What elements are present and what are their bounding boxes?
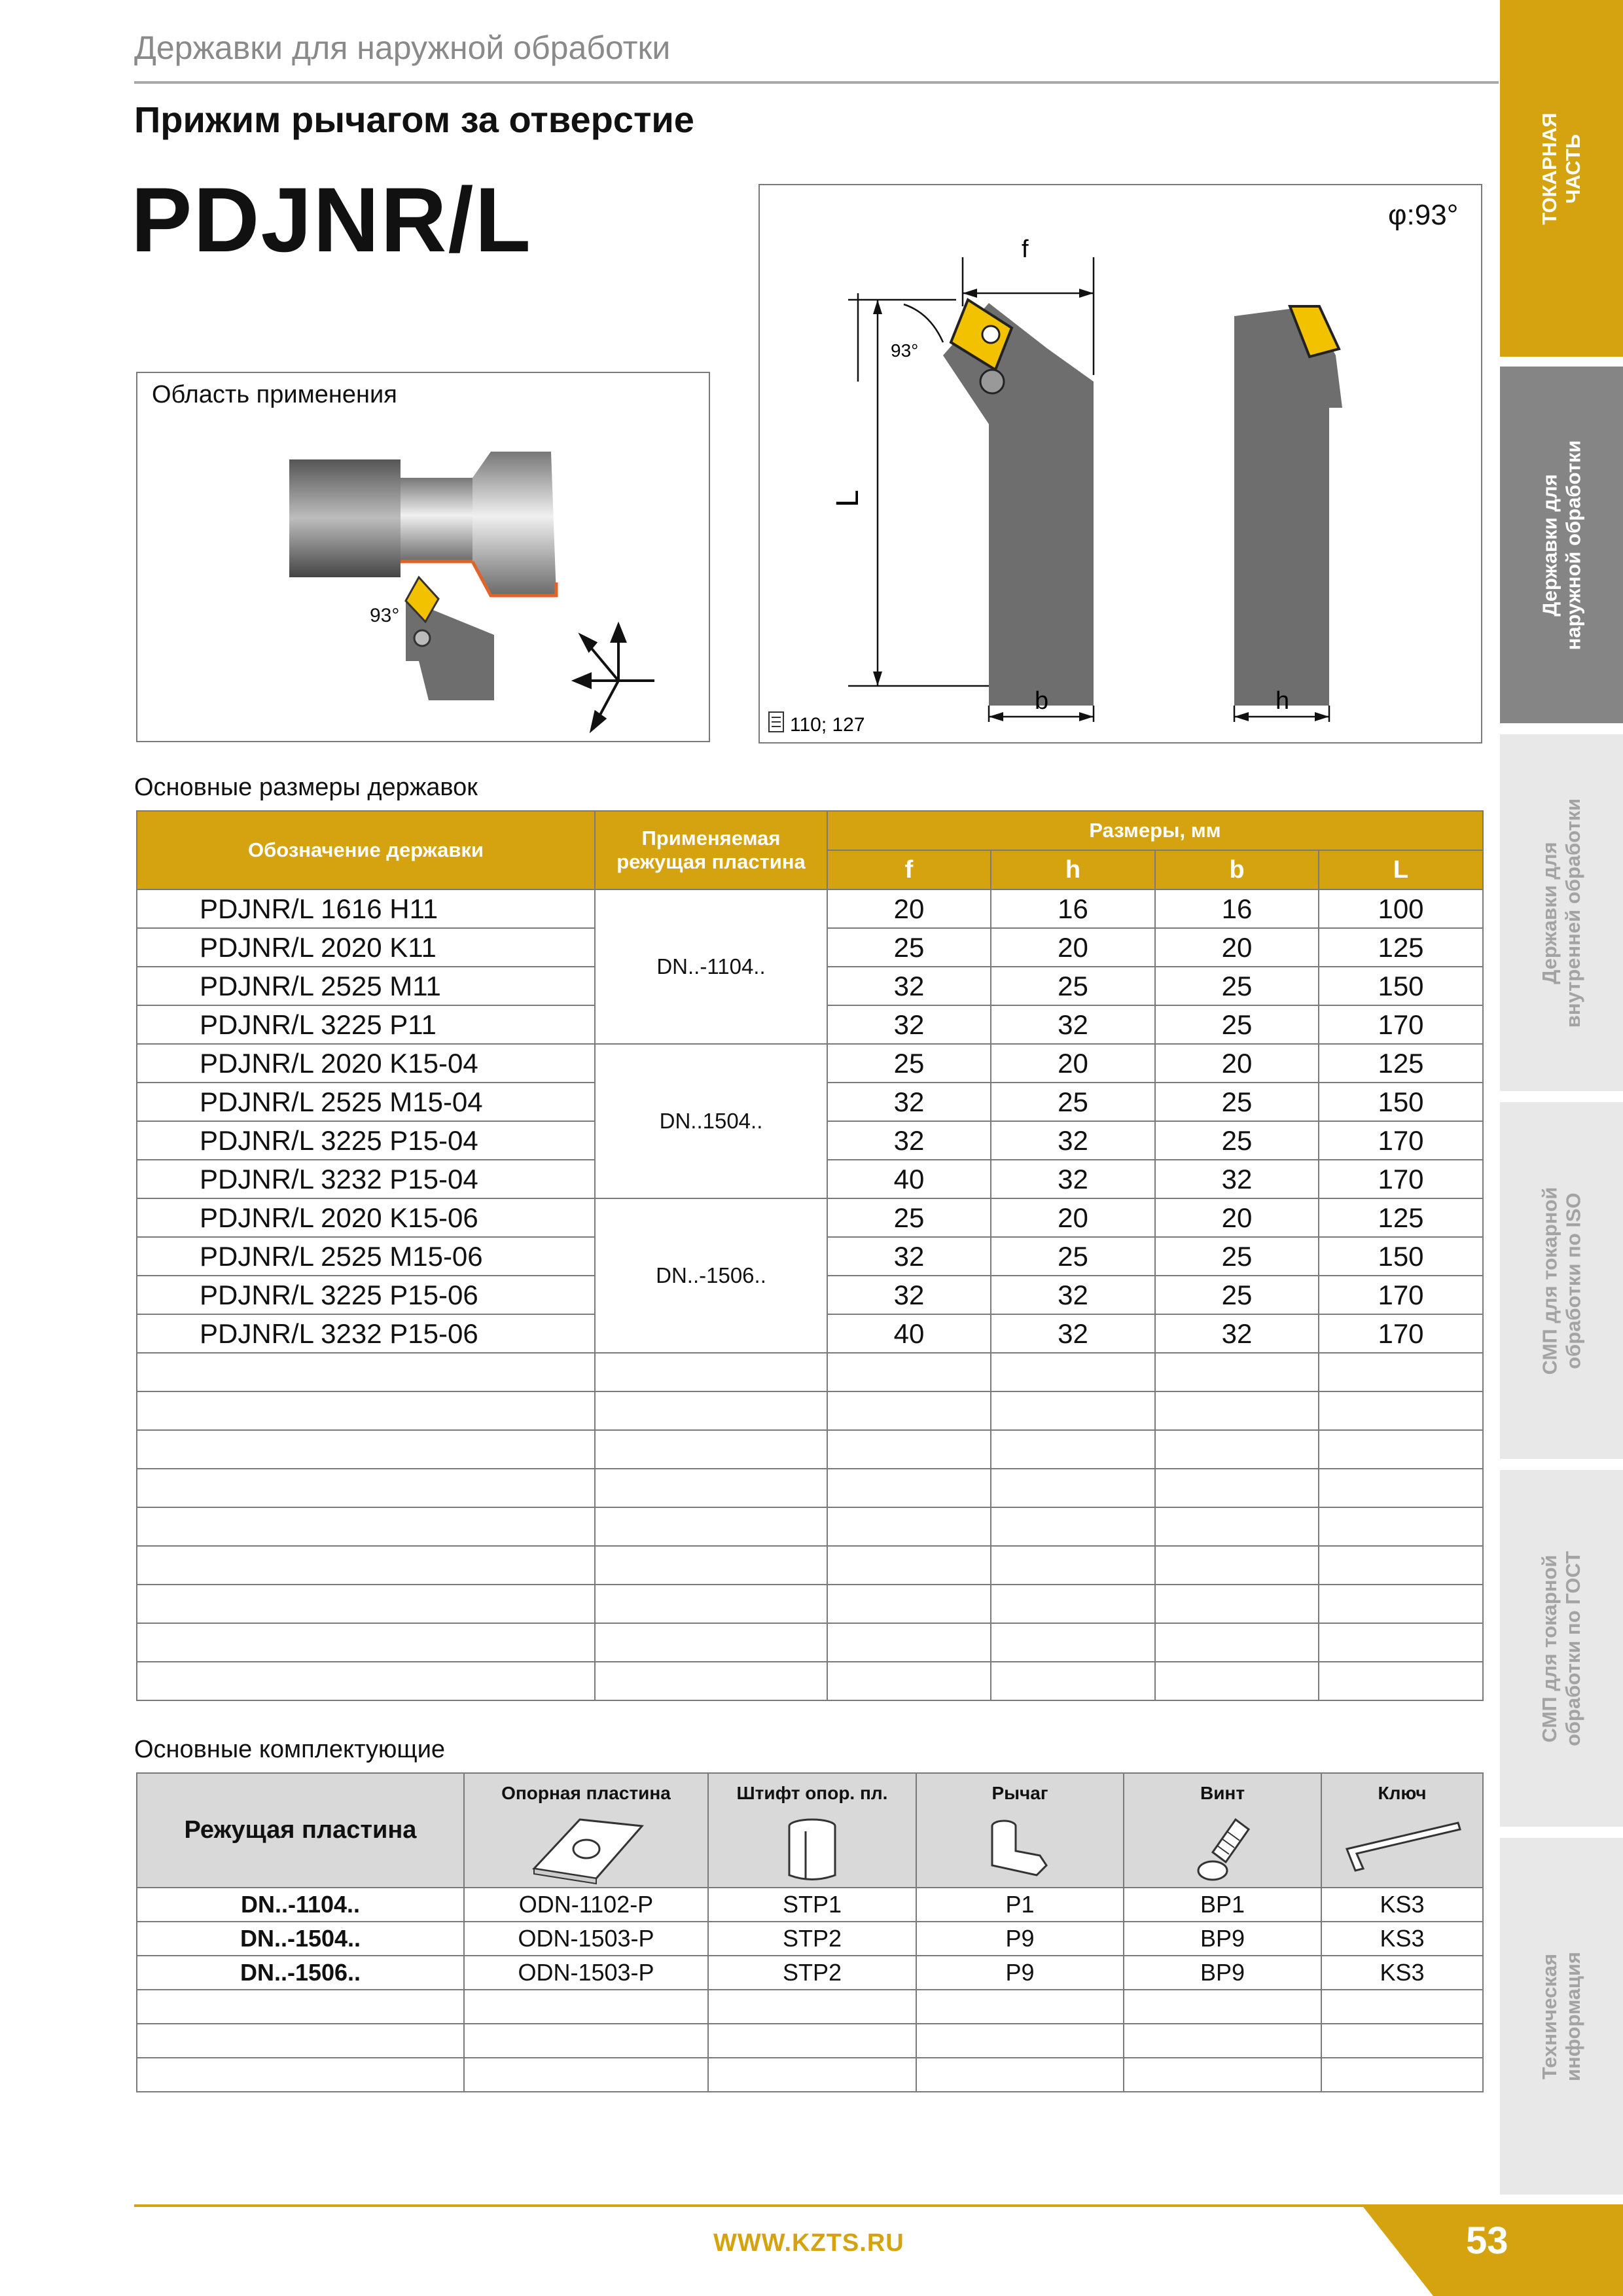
cell-h: 25 [991,1083,1155,1121]
cell-f: 32 [827,1005,991,1044]
application-area-title: Область применения [152,381,397,408]
col-insert-header [595,811,827,889]
tab-label: Техническая [1538,1953,1561,2079]
page-subtitle: Прижим рычагом за отверстие [134,99,694,140]
pin-cell: STP1 [708,1888,916,1922]
cell-L: 125 [1319,928,1483,967]
table-row [137,1922,1483,1956]
empty-row [137,1662,1483,1700]
page-reference: 110; 127 [790,714,865,736]
holder-designation: PDJNR/L 2525 M15-04 [137,1083,595,1121]
holder-designation: PDJNR/L 3225 P15-04 [137,1121,595,1160]
cell-b: 25 [1155,1083,1319,1121]
empty-row [137,2058,1483,2092]
col-header-label: Винт [1200,1783,1245,1803]
table-row [137,1044,1483,1083]
parts-table [136,1772,1484,2092]
pin-icon [773,1813,851,1885]
empty-row [137,1391,1483,1430]
cell-h: 32 [991,1314,1155,1353]
cutting-insert-cell: DN..-1504.. [137,1922,464,1956]
screw-cell: BP9 [1124,1956,1321,1990]
tool-drawing [760,185,1481,742]
cutting-insert-cell: DN..-1104.. [137,1888,464,1922]
sizes-table [136,810,1484,1701]
cell-h: 20 [991,928,1155,967]
tab-label: Державки для [1538,841,1561,984]
cell-f: 32 [827,1121,991,1160]
cell-h: 25 [991,1237,1155,1276]
page-number: 53 [1466,2219,1508,2262]
col-cutting-insert-header: Режущая пластина [137,1773,464,1888]
col-header-label: Ключ [1378,1783,1427,1803]
cell-b: 20 [1155,1198,1319,1237]
application-area-box [136,372,710,742]
cell-f: 40 [827,1314,991,1353]
cell-b: 25 [1155,1005,1319,1044]
dimension-h-label: h [1275,687,1290,715]
col-insert-header-line: Применяемая [641,827,781,850]
cell-f: 32 [827,1237,991,1276]
application-illustration [137,373,709,741]
tool-drawing-box [758,184,1482,744]
cell-L: 170 [1319,1314,1483,1353]
holder-designation: PDJNR/L 2525 M15-06 [137,1237,595,1276]
col-designation-header: Обозначение державки [137,811,595,889]
cell-b: 32 [1155,1314,1319,1353]
col-sizes-header: Размеры, мм [827,811,1483,850]
cell-L: 125 [1319,1198,1483,1237]
screw-cell: BP1 [1124,1888,1321,1922]
cell-b: 25 [1155,1276,1319,1314]
col-pin-header [708,1773,916,1888]
key-cell: KS3 [1321,1956,1483,1990]
cell-L: 170 [1319,1160,1483,1198]
cell-b: 25 [1155,1237,1319,1276]
col-lever-header [916,1773,1124,1888]
tab-gost-inserts[interactable] [1500,1470,1623,1827]
tab-label: информация [1561,1951,1584,2081]
drawing-angle-label: 93° [891,340,919,361]
col-header-label: Рычаг [991,1783,1048,1803]
tab-label: Державки для [1538,473,1561,617]
cell-f: 20 [827,889,991,928]
dimension-L-label: L [830,490,865,507]
tab-label: ЧАСТЬ [1561,134,1584,204]
cell-h: 32 [991,1276,1155,1314]
document-icon [769,712,783,732]
support-plate-icon [521,1813,652,1885]
col-header-label: Штифт опор. пл. [736,1783,888,1803]
empty-row [137,1990,1483,2024]
holder-designation: PDJNR/L 2020 K15-04 [137,1044,595,1083]
col-header-label: Опорная пластина [501,1783,671,1803]
cell-h: 32 [991,1121,1155,1160]
empty-row [137,1507,1483,1546]
cell-L: 150 [1319,967,1483,1005]
cell-f: 25 [827,1198,991,1237]
cell-h: 20 [991,1198,1155,1237]
tab-label: наружной обработки [1561,440,1584,650]
dimension-b-label: b [1035,687,1049,715]
tab-label: внутренней обработки [1561,798,1585,1028]
col-L-header: L [1319,850,1483,889]
support-plate-cell: ODN-1102-P [464,1888,708,1922]
cell-f: 25 [827,1044,991,1083]
col-b-header: b [1155,850,1319,889]
holder-designation: PDJNR/L 2020 K15-06 [137,1198,595,1237]
key-cell: KS3 [1321,1888,1483,1922]
empty-row [137,1469,1483,1507]
cell-L: 170 [1319,1121,1483,1160]
tab-internal-holders[interactable] [1500,734,1623,1091]
cell-b: 20 [1155,1044,1319,1083]
approach-angle-label: φ:93° [1388,199,1459,231]
pin-cell: STP2 [708,1956,916,1990]
insert-type: DN..-1506.. [595,1198,827,1353]
empty-row [137,1585,1483,1623]
tab-iso-inserts[interactable] [1500,1102,1623,1459]
cell-f: 40 [827,1160,991,1198]
empty-row [137,1546,1483,1585]
cell-h: 16 [991,889,1155,928]
cell-L: 100 [1319,889,1483,928]
cell-b: 25 [1155,967,1319,1005]
holder-designation: PDJNR/L 3232 P15-04 [137,1160,595,1198]
cell-h: 32 [991,1005,1155,1044]
insert-type: DN..-1104.. [595,889,827,1044]
key-cell: KS3 [1321,1922,1483,1956]
holder-designation: PDJNR/L 3232 P15-06 [137,1314,595,1353]
empty-row [137,2024,1483,2058]
tab-turning[interactable] [1500,0,1623,357]
lever-icon [974,1813,1066,1885]
holder-designation: PDJNR/L 3225 P11 [137,1005,595,1044]
empty-row [137,1623,1483,1662]
table-row [137,1956,1483,1990]
lever-cell: P9 [916,1956,1124,1990]
cell-h: 32 [991,1160,1155,1198]
col-key-header [1321,1773,1483,1888]
insert-type: DN..1504.. [595,1044,827,1198]
cell-L: 150 [1319,1083,1483,1121]
tab-label: СМП для токарной [1538,1187,1561,1374]
page-title: PDJNR/L [131,168,532,271]
empty-row [137,1430,1483,1469]
footer-url-link[interactable]: WWW.KZTS.RU [713,2229,904,2257]
header-divider [134,81,1499,84]
cell-L: 170 [1319,1005,1483,1044]
holder-designation: PDJNR/L 2020 K11 [137,928,595,967]
cell-f: 32 [827,967,991,1005]
cell-L: 170 [1319,1276,1483,1314]
dimension-f-label: f [1022,236,1029,263]
pin-cell: STP2 [708,1922,916,1956]
empty-row [137,1353,1483,1391]
table-row [137,1198,1483,1237]
cell-h: 25 [991,967,1155,1005]
lever-cell: P1 [916,1888,1124,1922]
cell-b: 32 [1155,1160,1319,1198]
cell-f: 32 [827,1083,991,1121]
holder-designation: PDJNR/L 1616 H11 [137,889,595,928]
sizes-table-caption: Основные размеры державок [134,774,478,801]
cell-f: 32 [827,1276,991,1314]
cell-L: 150 [1319,1237,1483,1276]
tab-label: обработки по ГОСТ [1561,1551,1585,1746]
parts-table-caption: Основные комплектующие [134,1736,446,1763]
table-row [137,1888,1483,1922]
col-h-header: h [991,850,1155,889]
cell-b: 16 [1155,889,1319,928]
support-plate-cell: ODN-1503-P [464,1922,708,1956]
cutting-insert-cell: DN..-1506.. [137,1956,464,1990]
col-support-plate-header [464,1773,708,1888]
holder-designation: PDJNR/L 3225 P15-06 [137,1276,595,1314]
tab-label: СМП для токарной [1538,1554,1561,1742]
cell-L: 125 [1319,1044,1483,1083]
hex-key-icon [1337,1813,1468,1878]
tab-external-holders[interactable] [1500,367,1623,723]
cell-f: 25 [827,928,991,967]
cell-h: 20 [991,1044,1155,1083]
cell-b: 25 [1155,1121,1319,1160]
screw-icon [1183,1813,1262,1885]
tab-label: обработки по ISO [1561,1192,1585,1369]
support-plate-cell: ODN-1503-P [464,1956,708,1990]
section-title: Державки для наружной обработки [134,29,671,66]
lever-cell: P9 [916,1922,1124,1956]
application-angle-label: 93° [370,605,400,626]
col-f-header: f [827,850,991,889]
screw-cell: BP9 [1124,1922,1321,1956]
cell-b: 20 [1155,928,1319,967]
tab-label: ТОКАРНАЯ [1538,112,1561,225]
holder-designation: PDJNR/L 2525 M11 [137,967,595,1005]
col-screw-header [1124,1773,1321,1888]
table-row [137,889,1483,928]
footer-divider [134,2204,1469,2207]
tab-technical-info[interactable] [1500,1838,1623,2195]
col-insert-header-line: режущая пластина [616,850,806,873]
